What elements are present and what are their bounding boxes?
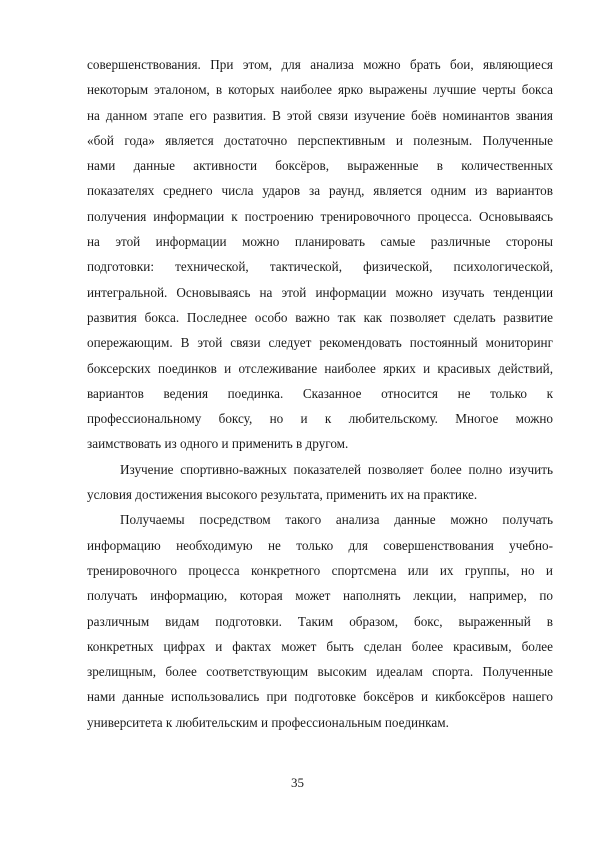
text-line: «бой года» является достаточно перспективным и полезным. Полученные — [87, 132, 553, 148]
text-line: Изучение спортивно-важных показателей позволяет более полно изучить — [120, 461, 553, 477]
text-line: получения информации к построению тренировочного процесса. Основываясь — [87, 208, 553, 224]
text-line: опережающим. В этой связи следует рекомендовать постоянный мониторинг — [87, 335, 553, 351]
text-line: нами данные использовались при подготовке боксёров и кикбоксёров нашего — [87, 689, 553, 705]
paragraph — [87, 457, 553, 508]
text-line: совершенствования. При этом, для анализа можно брать бои, являющиеся — [87, 57, 553, 72]
page-number: 35 — [291, 775, 304, 790]
text-line: различным видам подготовки. Таким образом, бокс, выраженный в — [87, 613, 553, 629]
text-line: зрелищным, более соответствующим высоким идеалам спорта. Полученные — [87, 664, 553, 680]
text-line: подготовки: технической, тактической, физической, психологической, — [87, 259, 553, 275]
text-line: университета к любительским и профессиональным поединкам. — [87, 714, 449, 730]
text-line: показателях среднего числа ударов за раунд, является одним из вариантов — [87, 183, 553, 199]
text-line: информацию необходимую не только для совершенствования учебно- — [87, 537, 553, 553]
paragraph — [87, 52, 553, 457]
text-line: Получаемы посредством такого анализа данные можно получать — [120, 512, 553, 528]
text-line: вариантов ведения поединка. Сказанное относится не только к — [87, 385, 553, 401]
paragraph — [87, 507, 553, 735]
text-line: нами данные активности боксёров, выраженные в количественных — [87, 158, 553, 174]
text-line: получать информацию, которая может наполнять лекции, например, по — [87, 588, 553, 604]
text-line: конкретных цифрах и фактах может быть сделан более красивым, более — [87, 638, 553, 654]
text-line: развития бокса. Последнее особо важно так как позволяет сделать развитие — [87, 309, 553, 325]
text-line: на данном этапе его развития. В этой связи изучение боёв номинантов звания — [87, 107, 553, 123]
text-body — [87, 52, 553, 735]
page-body — [87, 52, 553, 735]
text-line: тренировочного процесса конкретного спортсмена или их группы, но и — [87, 562, 553, 578]
text-line: условия достижения высокого результата, применить их на практике. — [87, 487, 478, 503]
text-line: интегральной. Основываясь на этой информации можно изучать тенденции — [87, 284, 553, 300]
text-line: некоторым эталоном, в которых наиболее ярко выражены лучшие черты бокса — [87, 82, 553, 98]
text-line: боксерских поединков и отслеживание наиболее ярких и красивых действий, — [87, 360, 553, 376]
text-line: на этой информации можно планировать самые различные стороны — [87, 234, 553, 250]
text-line: заимствовать из одного и применить в другом. — [87, 436, 349, 452]
text-line: профессиональному боксу, но и к любительскому. Многое можно — [87, 411, 553, 427]
